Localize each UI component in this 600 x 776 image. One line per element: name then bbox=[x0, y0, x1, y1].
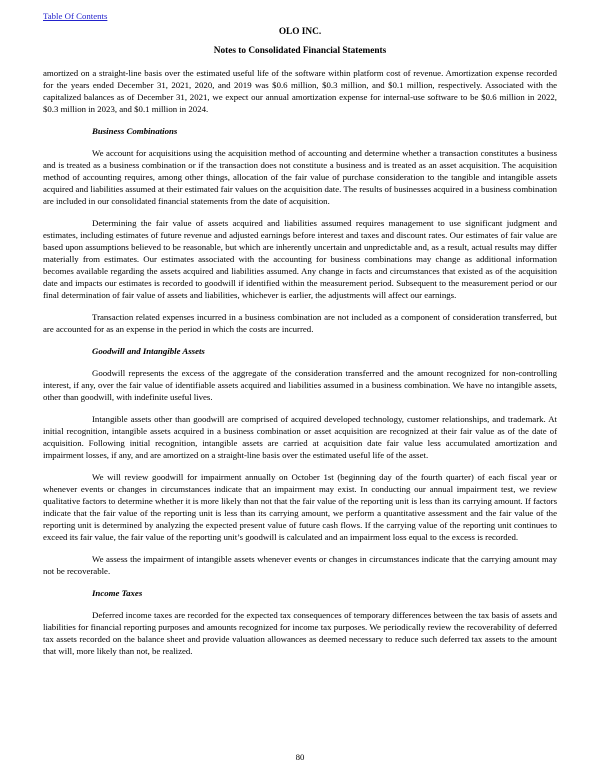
section-heading-business-combinations: Business Combinations bbox=[92, 126, 178, 136]
paragraph-goodwill-2: Intangible assets other than goodwill are comprised of acquired developed technology, customer relationships, and trademark. At initial recognition, intangible assets acquired in a business combination or asset acquisition are recognized at their fair value as of the date of acquisition. Following initial recognition, intangible assets are carried at acquisition date fair value less accumulated amortization and impairment losses, if any, and are amortized on a straight-line basis over the estimated useful life of the asset. bbox=[43, 414, 557, 460]
intro-paragraph: amortized on a straight-line basis over the estimated useful life of the software within platform cost of revenue. Amortization expense recorded for the years ended December 31, 2021, 2020, and 2019 was $0.6 million, $0.3 million, and $0.1 million, respectively. Associated with the capitalized balances as of December 31, 2021, we expect our annual amortization expense for internal-use software to be $0.6 million in 2022, $0.3 million in 2023, and $0.1 million in 2024. bbox=[43, 68, 557, 114]
paragraph-business-combinations-2: Determining the fair value of assets acquired and liabilities assumed requires management to use significant judgment and estimates, including estimates of future revenue and adjusted earnings before interest and taxes and discount rates. Our estimates of fair value are based upon assumptions believed to be reasonable, but which are inherently uncertain and unpredictable and, as a result, actual results may differ materially from estimates. Our estimates associated with the accounting for business combinations may change as additional information becomes available regarding the assets acquired and liabilities assumed. Any change in facts and circumstances that existed as of the acquisition date and impacts our estimates is recorded to goodwill if identified within the measurement period. Subsequent to the measurement period or our final determination of fair value of assets and liabilities, whichever is earlier, the adjustments will affect our earnings. bbox=[43, 218, 557, 300]
paragraph-business-combinations-3: Transaction related expenses incurred in a business combination are not included as a component of consideration transferred, but are accounted for as an expense in the period in which the costs are incurred. bbox=[43, 312, 557, 334]
section-heading-goodwill-intangible-assets: Goodwill and Intangible Assets bbox=[92, 346, 205, 356]
table-of-contents-link[interactable]: Table Of Contents bbox=[43, 11, 108, 21]
paragraph-income-taxes-1: Deferred income taxes are recorded for the expected tax consequences of temporary differences between the tax basis of assets and liabilities for financial reporting purposes and amounts recognized for income tax purposes. We periodically review the recoverability of deferred tax assets recorded on the balance sheet and provide valuation allowances as deemed necessary to reduce such deferred tax assets to the amount that will, more likely than not, be realized. bbox=[43, 610, 557, 656]
paragraph-goodwill-4: We assess the impairment of intangible assets whenever events or changes in circumstances indicate that the carrying amount may not be recoverable. bbox=[43, 554, 557, 576]
section-heading-income-taxes: Income Taxes bbox=[92, 588, 143, 598]
document-subtitle: Notes to Consolidated Financial Statements bbox=[213, 46, 387, 56]
paragraph-business-combinations-1: We account for acquisitions using the acquisition method of accounting and determine whether a transaction constitutes a business and is treated as a business combination or if the transaction does not constitute a business and is treated as an asset acquisition. The acquisition method of accounting requires, among other things, allocation of the fair value of purchase consideration to the tangible and intangible assets acquired and liabilities assumed at their estimated fair values on the acquisition date. The results of businesses acquired in a business combination are included in our consolidated financial statements from the date of acquisition. bbox=[43, 148, 557, 206]
page-number: 80 bbox=[295, 752, 305, 762]
document-body bbox=[43, 67, 557, 657]
company-title: OLO INC. bbox=[278, 27, 322, 37]
paragraph-goodwill-1: Goodwill represents the excess of the aggregate of the consideration transferred and the amount recognized for non-controlling interest, if any, over the fair value of identifiable assets acquired and liabilities assumed in a business combination. We have no intangible assets, other than goodwill, with indefinite useful lives. bbox=[43, 368, 557, 402]
paragraph-goodwill-3: We will review goodwill for impairment annually on October 1st (beginning day of the fourth quarter) of each fiscal year or whenever events or changes in circumstances indicate that an impairment may exist. In conducting our annual impairment test, we review qualitative factors to determine whether it is more likely than not that the fair value of the reporting unit is less than its carrying amount. If factors indicate that the fair value of the reporting unit is less than its carrying amount, we perform a quantitative assessment and the fair value of the reporting unit is determined by analyzing the expected present value of future cash flows. If the carrying value of the reporting unit continues to exceed its fair value, the fair value of the reporting unit’s goodwill is calculated and an impairment loss equal to the excess is recorded. bbox=[43, 472, 557, 542]
